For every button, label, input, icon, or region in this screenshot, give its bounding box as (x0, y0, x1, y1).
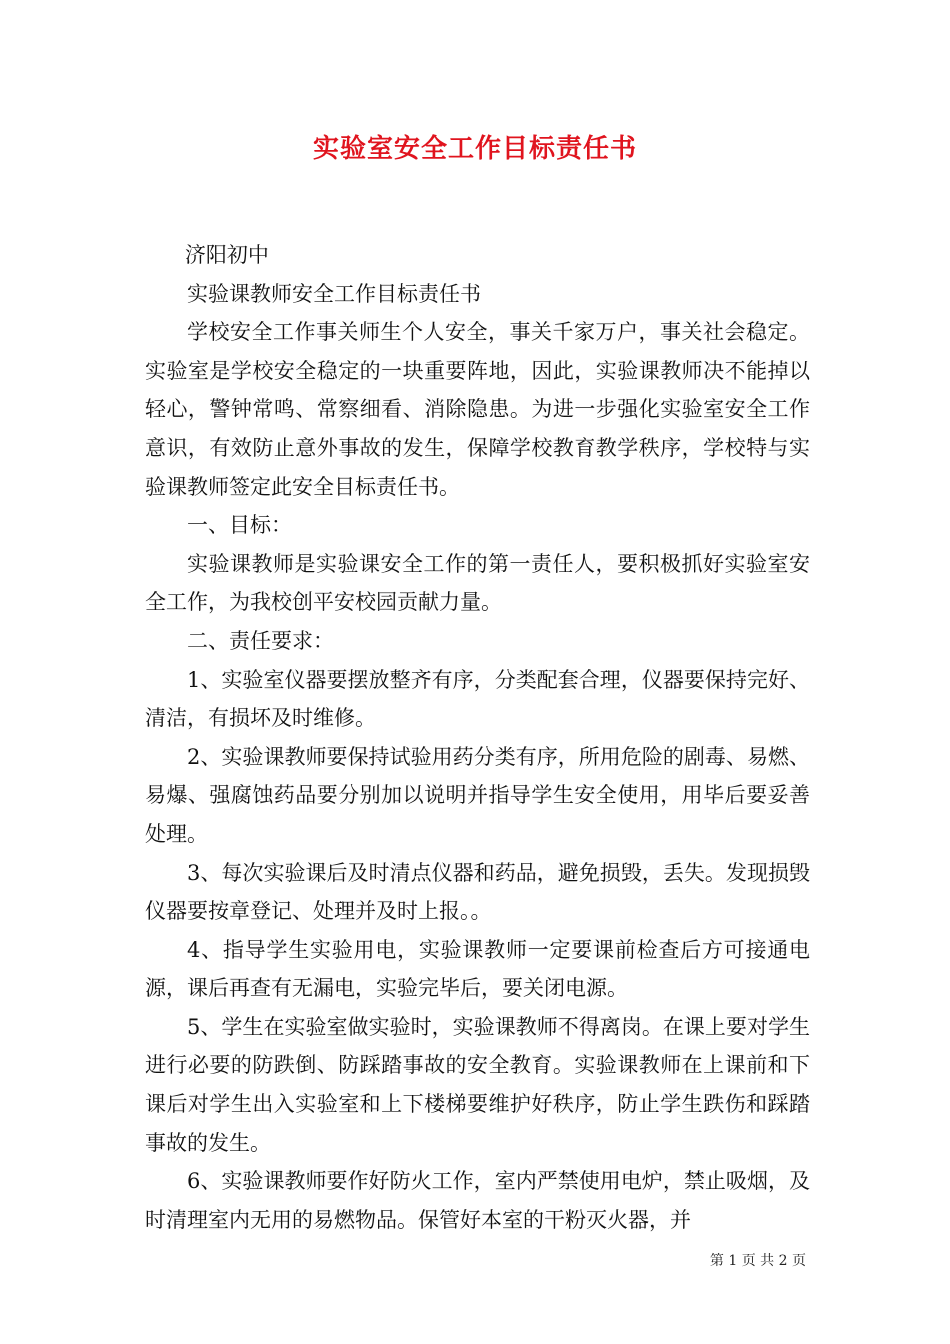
requirement-item-4: 4、指导学生实验用电，实验课教师一定要课前检查后方可接通电源，课后再查有无漏电，实验完毕后，要关闭电源。 (145, 937, 810, 1001)
school-name: 济阳初中 (184, 243, 269, 267)
requirement-item-6: 6、实验课教师要作好防火工作，室内严禁使用电炉，禁止吸烟，及时清理室内无用的易燃物品。保管好本室的干粉灭火器，并 (145, 1169, 810, 1232)
section-heading-goal: 一、目标： (187, 513, 292, 538)
subtitle-paragraph: 实验课教师安全工作目标责任书 (187, 281, 481, 306)
requirement-item-5: 5、学生在实验室做实验时，实验课教师不得离岗。在课上要对学生进行必要的防跌倒、防踩踏事故的安全教育。实验课教师在上课前和下课后对学生出入实验室和上下楼梯要维护好秩序，防止学生跌伤和踩踏事故的发生。 (145, 1014, 810, 1155)
requirement-item-2: 2、实验课教师要保持试验用药分类有序，所用危险的剧毒、易燃、易爆、强腐蚀药品要分别加以说明并指导学生安全使用，用毕后要妥善处理。 (145, 744, 810, 846)
page-number: 第 1 页 共 2 页 (709, 1253, 806, 1269)
section-heading-requirements: 二、责任要求： (187, 628, 334, 653)
goal-paragraph: 实验课教师是实验课安全工作的第一责任人，要积极抓好实验室安全工作，为我校创平安校园贡献力量。 (145, 551, 810, 615)
requirement-item-3: 3、每次实验课后及时清点仪器和药品，避免损毁，丢失。发现损毁仪器要按章登记、处理并及时上报。。 (145, 860, 810, 924)
intro-paragraph: 学校安全工作事关师生个人安全，事关千家万户，事关社会稳定。实验室是学校安全稳定的一块重要阵地，因此，实验课教师决不能掉以轻心，警钟常鸣、常察细看、消除隐患。为进一步强化实验室安全工作意识，有效防止意外事故的发生，保障学校教育教学秩序，学校特与实验课教师签定此安全目标责任书。 (145, 320, 810, 499)
requirement-item-1: 1、实验室仪器要摆放整齐有序，分类配套合理，仪器要保持完好、清洁，有损坏及时维修。 (145, 667, 810, 731)
document-body (145, 236, 810, 1239)
document-title: 实验室安全工作目标责任书 (312, 134, 637, 164)
